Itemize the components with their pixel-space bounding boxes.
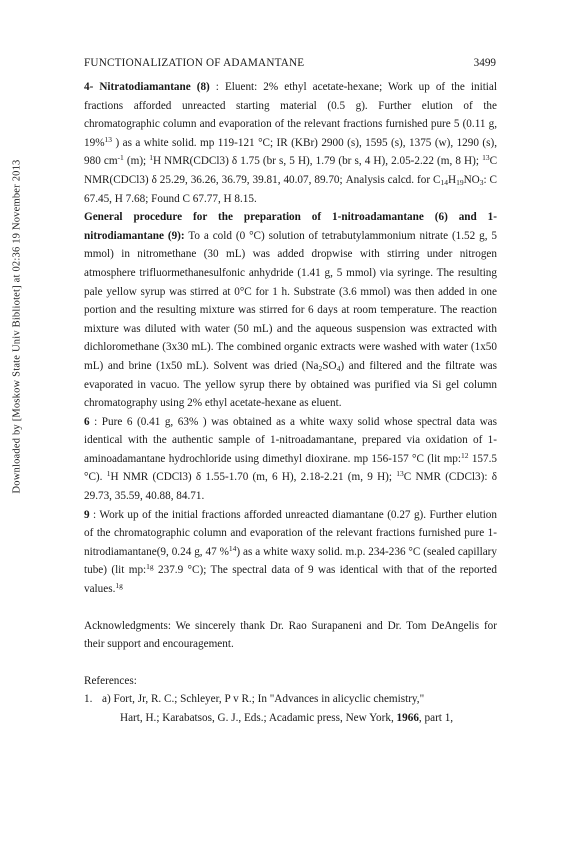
acknowledgments: Acknowledgments: We sincerely thank Dr. Rao Surapaneni and Dr. Tom DeAngelis for their support and encouragement. [84, 619, 497, 651]
citation: 12 [461, 450, 469, 460]
running-title: FUNCTIONALIZATION OF ADAMANTANE [84, 57, 305, 69]
citation: 14 [228, 543, 237, 553]
reference-item: 1. a) Fort, Jr, R. C.; Schleyer, P v R.; In "Advances in alicyclic chemistry," Hart, H.; Karabatsos, G. J., Eds.; Acadamic press, New York, 1966, part 1, [84, 690, 497, 727]
page-number: 3499 [473, 57, 496, 69]
download-watermark: Downloaded by [Moskow State Univ Bibliotet] at 02:36 19 November 2013 [11, 159, 23, 494]
compound-6-label: 6 [84, 415, 90, 428]
paragraph-general-procedure: General procedure for the preparation of 1-nitroadamantane (6) and 1-nitrodiamantane (9): To a cold (0 °C) solution of tetrabutylammonium nitrate (1.52 g, 5 mmol) in nitromethane (30 mL) was added dropwise with stirring under nitrogen atmosphere trifluormethanesulfonic anhydride (1.41 g, 5 mmol) via syringe. The resulting pale yellow syrup was stirred at 0°C for 1 h. Substrate (3.6 mmol) was then added in one portion and the resulting mixture was stirred for 6 days at room temperature. The reaction mixture was diluted with water (50 mL) and the aqueous suspension was extracted with dichloromethane (3x30 mL). The combined organic extracts were washed with water (1x50 mL) and brine (1x50 mL). Solvent was dried $(Na_2SO_4)$ and filtered and the filtrate was evaporated in vacuo. The yellow syrup there by obtained was purified via Si gel column chromatography using 2% ethyl acetate-hexane as eluent. [84, 211, 498, 410]
paragraph-compound-9: 9 : Work up of the initial fractions afforded unreacted diamantane (0.27 g). Further elution of the chromatographic column and evaporation of the relevant fractions furnished pure 1-nitrodiamantane(9, 0.24 g, 47 %$^{14}$) as a white waxy solid. m.p. 234-236 °C (sealed capillary tube) (lit mp:$^{1g}$ 237.9 °C); The spectral data of 9 was identical with that of the reported values.$^{1g}$ [84, 508, 497, 596]
compound-8-heading: 4- Nitratodiamantane (8) [84, 81, 210, 93]
paragraph-compound-6: 6 : Pure 6 (0.41 g, 63% ) was obtained as a white waxy solid whose spectral data was identical with the authentic sample of 1-nitroadamantane, prepared via oxidation of 1- aminoadamantane hydrochloride using dimethyl dioxirane. mp 156-157 °C (lit mp:$^{12}$ 157.5 °C). $^1$H NMR (CDCl3) δ 1.55-1.70 (m, 6 H), 2.18-2.21 (m, 9 H); $^{13}$C NMR (CDCl3): δ 29.73, 35.59, 40.88, 84.71. [84, 415, 497, 503]
article-body [84, 78, 497, 728]
references-heading: References: [84, 674, 137, 687]
citation: 13 [104, 134, 113, 144]
general-procedure-heading: General procedure for the preparation of 1-nitroadamantane (6) and 1-nitrodiamantane (9): [84, 211, 497, 242]
reference-number: 1. [84, 693, 93, 706]
paragraph-compound-8: 4- Nitratodiamantane (8) : Eluent: 2% ethyl acetate-hexane; Work up of the initial fractions afforded unreacted starting material (0.5 g). Further elution of the chromatographic column and evaporation of the relevant fractions furnished pure 5 (0.11 g, 19%$^{13}$ ) as a white solid. mp 119-121 °C; IR (KBr) 2900 (s), 1595 (s), 1375 (w), 1290 (s), 980 $cm^{-1}$ (m); $^1$H NMR(CDCl3) δ 1.75 (br s, 5 H), 1.79 (br s, 4 H), 2.05-2.22 (m, 8 H); $^{13}$C NMR(CDCl3) δ 25.29, 36.26, 36.79, 39.81, 40.07, 89.70; Analysis calcd. for $C_{14}H_{19}NO_3$: C 67.45, H 7.68; Found C 67.77, H 8.15. [84, 81, 498, 205]
compound-9-label: 9 [84, 508, 90, 521]
citation: 1g [115, 581, 123, 591]
citation: 1g [146, 562, 154, 572]
